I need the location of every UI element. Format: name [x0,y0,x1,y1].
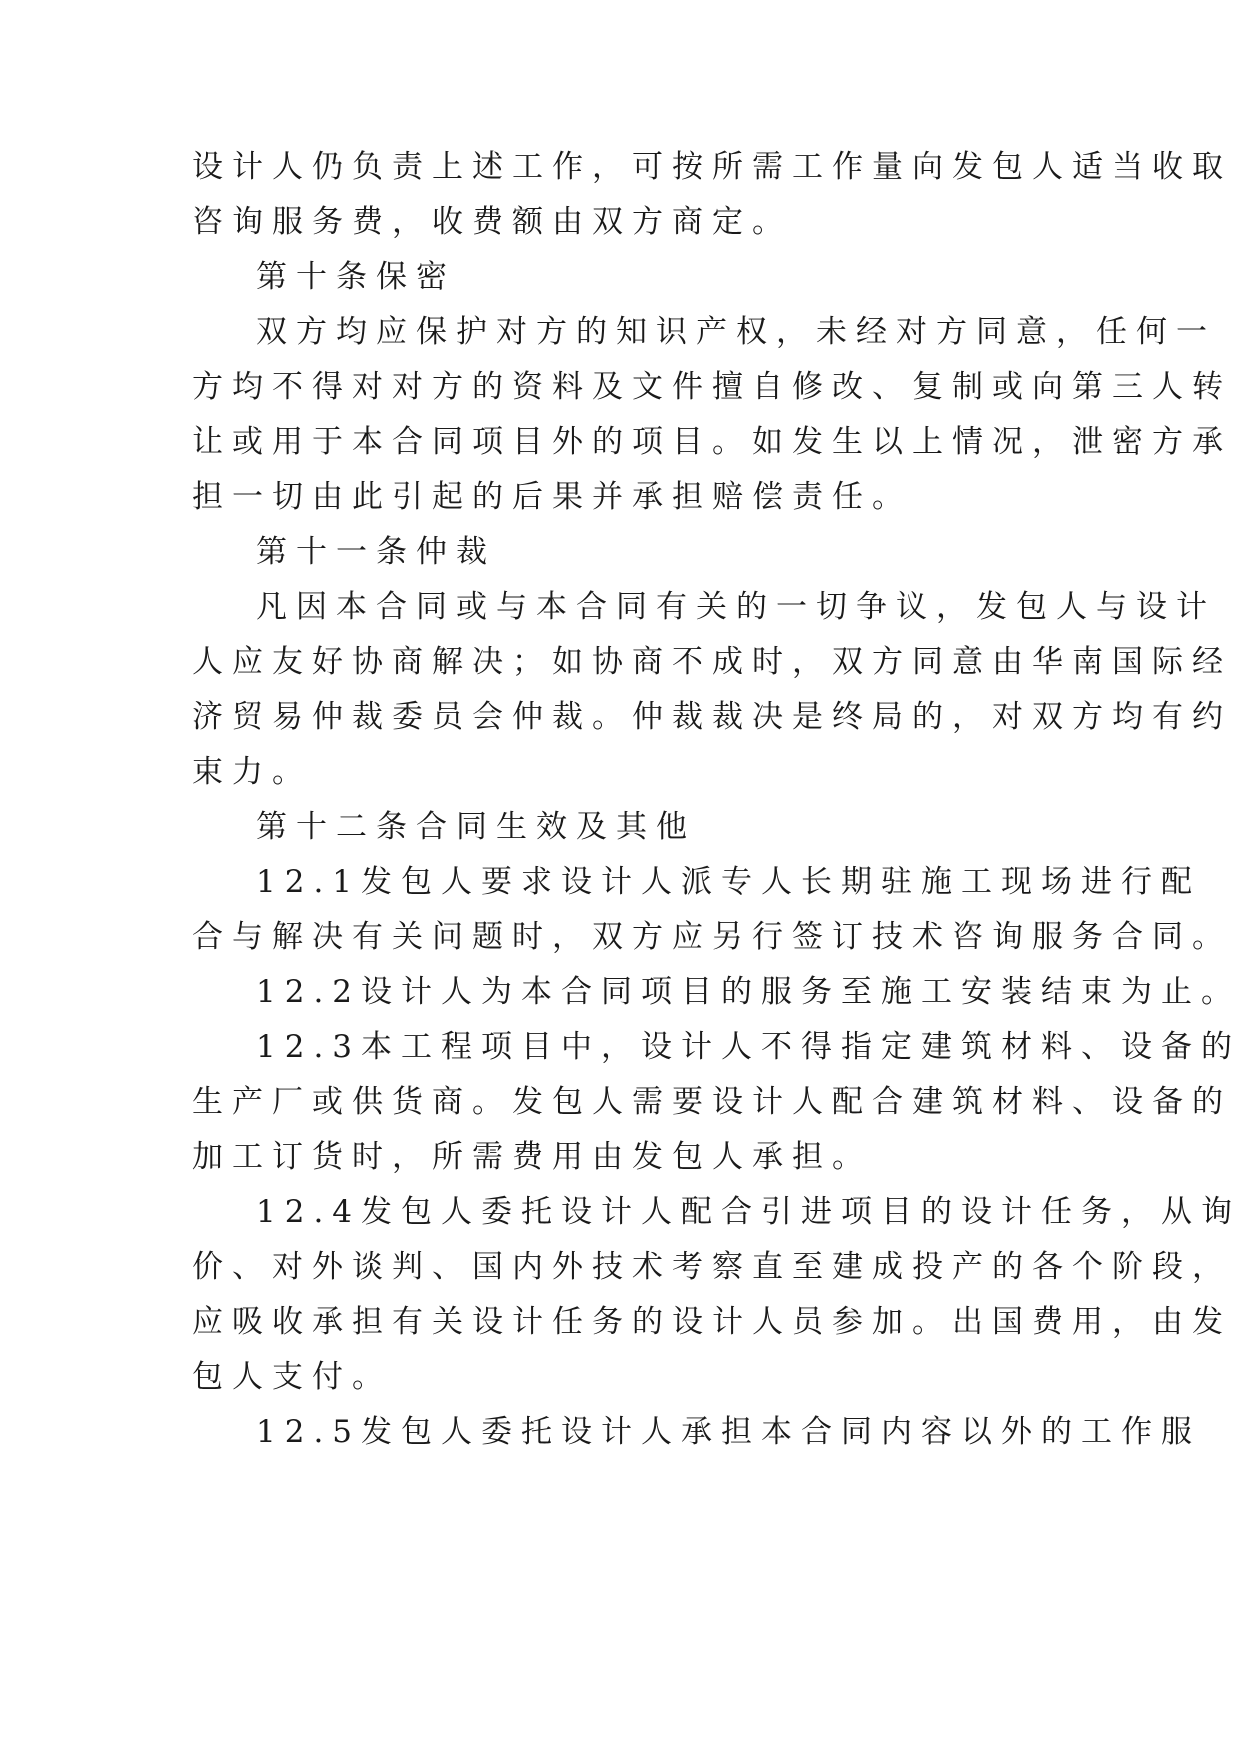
section-heading: 第十一条仲裁 [256,534,496,570]
section-heading: 第十条保密 [256,259,456,295]
paragraph-line: 设计人仍负责上述工作，可按所需工作量向发包人适当收取 [192,149,1232,185]
clause-line: 12.1发包人要求设计人派专人长期驻施工现场进行配 [256,864,1202,900]
paragraph-line: 凡因本合同或与本合同有关的一切争议，发包人与设计 [256,589,1216,625]
clause-line: 12.5发包人委托设计人承担本合同内容以外的工作服 [256,1414,1202,1450]
clause-line: 生产厂或供货商。发包人需要设计人配合建筑材料、设备的 [192,1084,1232,1120]
clause-line: 价、对外谈判、国内外技术考察直至建成投产的各个阶段， [192,1249,1232,1285]
paragraph-line: 咨询服务费，收费额由双方商定。 [192,204,792,240]
paragraph-line: 方均不得对对方的资料及文件擅自修改、复制或向第三人转 [192,369,1232,405]
clause-line: 应吸收承担有关设计任务的设计人员参加。出国费用，由发 [192,1304,1232,1340]
paragraph-line: 担一切由此引起的后果并承担赔偿责任。 [192,479,912,515]
clause-line: 合与解决有关问题时，双方应另行签订技术咨询服务合同。 [192,919,1232,955]
paragraph-line: 束力。 [192,754,312,790]
clause-line: 包人支付。 [192,1359,392,1395]
paragraph-line: 济贸易仲裁委员会仲裁。仲裁裁决是终局的，对双方均有约 [192,699,1232,735]
paragraph-line: 双方均应保护对方的知识产权，未经对方同意，任何一 [256,314,1216,350]
clause-line: 12.4发包人委托设计人配合引进项目的设计任务，从询 [256,1194,1241,1230]
clause-line: 12.3本工程项目中，设计人不得指定建筑材料、设备的 [256,1029,1241,1065]
section-heading: 第十二条合同生效及其他 [256,809,696,845]
paragraph-line: 让或用于本合同项目外的项目。如发生以上情况，泄密方承 [192,424,1232,460]
paragraph-line: 人应友好协商解决；如协商不成时，双方同意由华南国际经 [192,644,1232,680]
clause-line: 加工订货时，所需费用由发包人承担。 [192,1139,872,1175]
clause-line: 12.2设计人为本合同项目的服务至施工安装结束为止。 [256,974,1241,1010]
